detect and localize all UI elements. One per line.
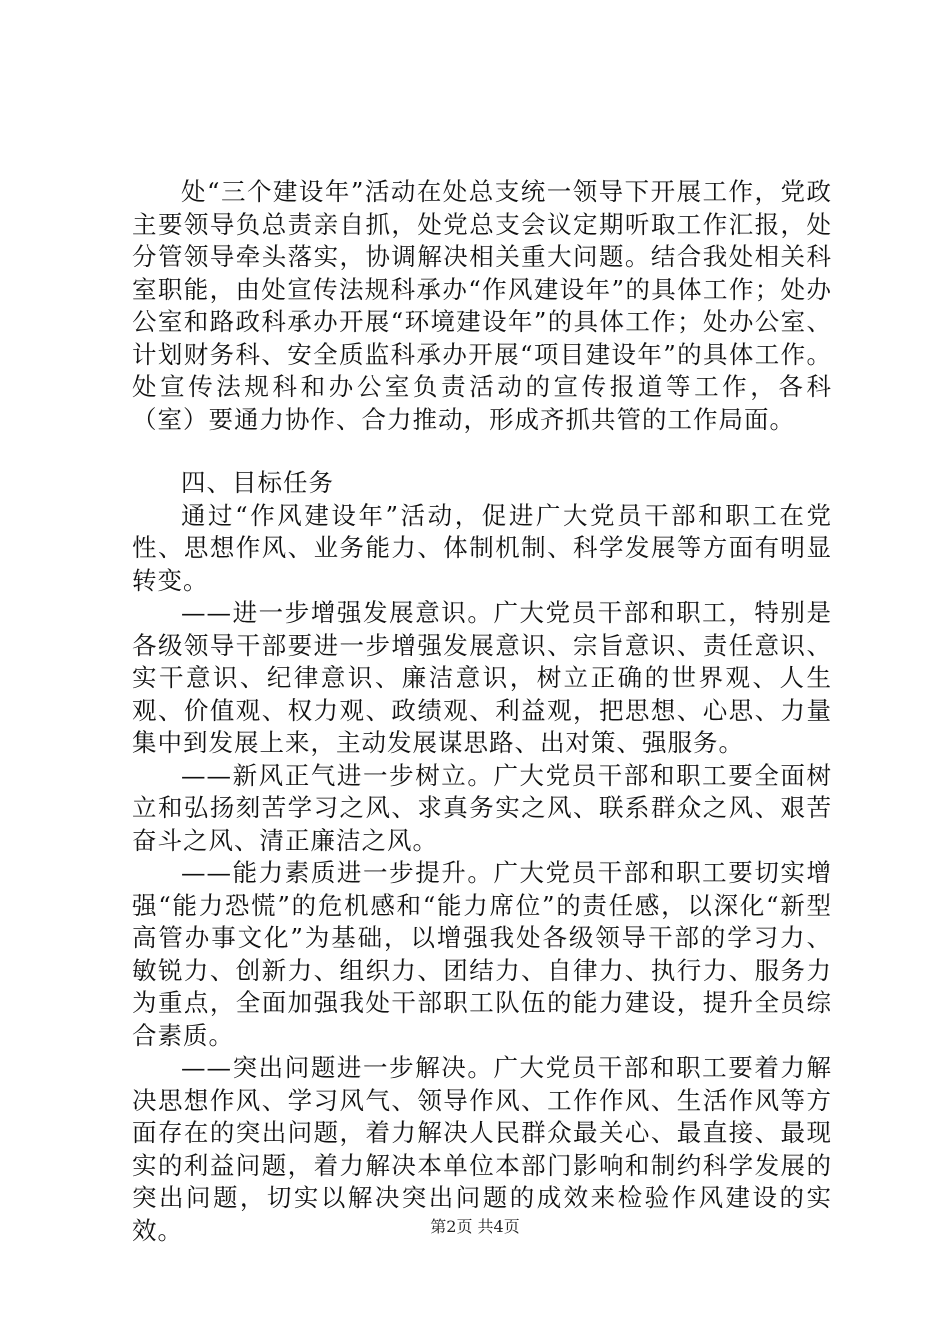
paragraph-ability-quality: ——能力素质进一步提升。广大党员干部和职工要切实增强“能力恐慌”的危机感和“能力席位”的责任感，以深化“新型高管办事文化”为基础，以增强我处各级领导干部的学习力、敏锐力、创新力、组织力、团结力、自律力、执行力、服务力为重点，全面加强我处干部职工队伍的能力建设，提升全员综合素质。 xyxy=(132,858,832,1050)
section-heading-goals: 四、目标任务 xyxy=(181,468,334,497)
document-body xyxy=(132,176,832,1247)
paragraph-development-awareness: ——进一步增强发展意识。广大党员干部和职工，特别是各级领导干部要进一步增强发展意识、宗旨意识、责任意识、实干意识、纪律意识、廉洁意识，树立正确的世界观、人生观、价值观、权力观、政绩观、利益观，把思想、心思、力量集中到发展上来，主动发展谋思路、出对策、强服务。 xyxy=(132,598,832,757)
paragraph-goals-intro: 通过“作风建设年”活动，促进广大党员干部和职工在党性、思想作风、业务能力、体制机制、科学发展等方面有明显转变。 xyxy=(132,500,832,595)
paragraph-organization: 处“三个建设年”活动在处总支统一领导下开展工作，党政主要领导负总责亲自抓，处党总支会议定期听取工作汇报，处分管领导牵头落实，协调解决相关重大问题。结合我处相关科室职能，由处宣传法规科承办“作风建设年”的具体工作；处办公室和路政科承办开展“环境建设年”的具体工作；处办公室、计划财务科、安全质监科承办开展“项目建设年”的具体工作。处宣传法规科和办公室负责活动的宣传报道等工作，各科（室）要通力协作、合力推动，形成齐抓共管的工作局面。 xyxy=(132,177,832,434)
paragraph-prominent-issues: ——突出问题进一步解决。广大党员干部和职工要着力解决思想作风、学习风气、领导作风、工作作风、生活作风等方面存在的突出问题，着力解决人民群众最关心、最直接、最现实的利益问题，着力解决本单位本部门影响和制约科学发展的突出问题，切实以解决突出问题的成效来检验作风建设的实效。 xyxy=(132,1053,832,1245)
paragraph-new-style: ——新风正气进一步树立。广大党员干部和职工要全面树立和弘扬刻苦学习之风、求真务实之风、联系群众之风、艰苦奋斗之风、清正廉洁之风。 xyxy=(132,760,832,855)
page-number-footer: 第2页 共4页 xyxy=(430,1217,520,1236)
